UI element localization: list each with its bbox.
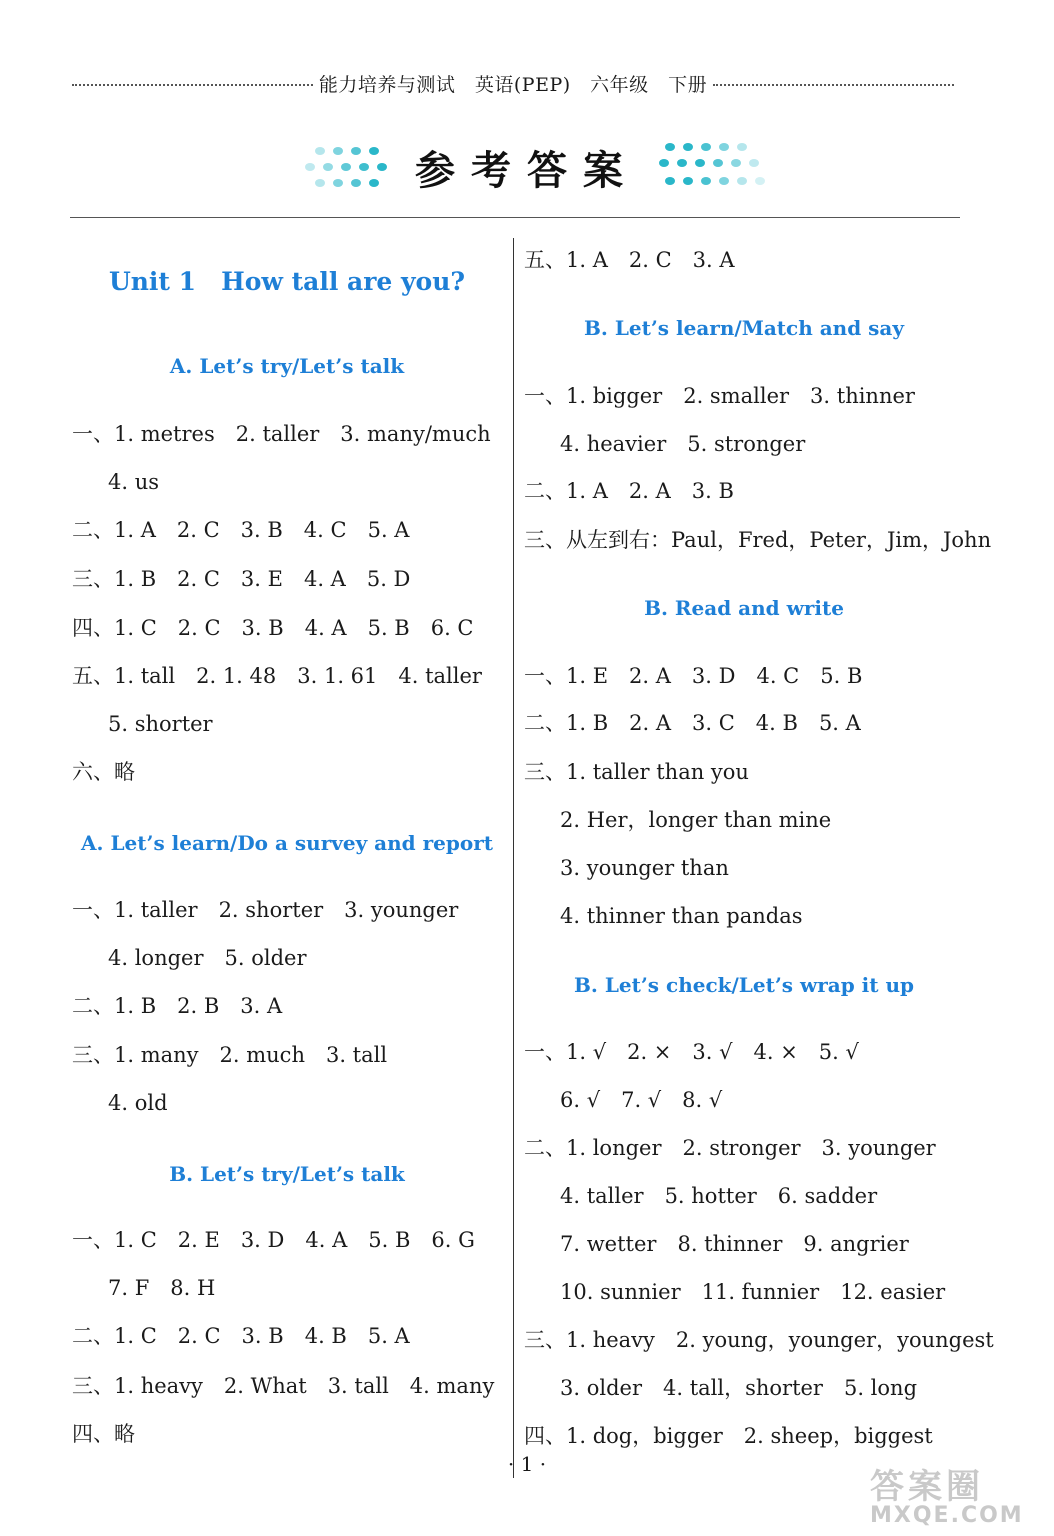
- answer-line: 6. √ 7. √ 8. √: [560, 1088, 723, 1112]
- section-heading: B. Let’s check/Let’s wrap it up: [573, 973, 915, 997]
- answer-line: 三、从左到右：Paul，Fred，Peter，Jim，John: [524, 528, 992, 552]
- answer-line: 三、1. heavy 2. young，younger，youngest: [524, 1328, 994, 1352]
- answer-line: 3. younger than: [560, 856, 729, 880]
- answer-line: 4. longer 5. older: [108, 946, 307, 970]
- answer-line: 三、1. B 2. C 3. E 4. A 5. D: [72, 567, 411, 591]
- decorative-dots-right: [659, 137, 769, 197]
- section-heading: A. Let’s try/Let’s talk: [169, 354, 405, 378]
- answer-line: 4. heavier 5. stronger: [560, 432, 806, 456]
- answer-line: 一、1. E 2. A 3. D 4. C 5. B: [524, 664, 863, 688]
- answer-line: 5. shorter: [108, 712, 213, 736]
- watermark-top-text: 答案圈: [870, 1467, 984, 1507]
- section-heading: B. Read and write: [644, 596, 844, 620]
- answer-line: 10. sunnier 11. funnier 12. easier: [560, 1280, 946, 1304]
- section-heading: B. Let’s learn/Match and say: [583, 316, 904, 340]
- watermark-bottom-text: MXQE.COM: [870, 1503, 1024, 1528]
- answer-line: 7. wetter 8. thinner 9. angrier: [560, 1232, 909, 1256]
- answer-line: 3. older 4. tall，shorter 5. long: [560, 1376, 918, 1400]
- unit-title: Unit 1 How tall are you?: [108, 267, 466, 296]
- answer-line: 四、略: [72, 1422, 135, 1446]
- running-header: [72, 68, 954, 98]
- answer-line: 二、1. A 2. A 3. B: [524, 479, 734, 503]
- answer-line: 一、1. taller 2. shorter 3. younger: [72, 898, 459, 922]
- header-dotted-line-right: [713, 84, 954, 86]
- answer-line: 一、1. √ 2. × 3. √ 4. × 5. √: [524, 1040, 859, 1064]
- answer-line: 一、1. bigger 2. smaller 3. thinner: [524, 384, 915, 408]
- answer-line: 4. taller 5. hotter 6. sadder: [560, 1184, 878, 1208]
- answer-line: 四、1. C 2. C 3. B 4. A 5. B 6. C: [72, 616, 474, 640]
- title-rule: [70, 217, 960, 218]
- title-banner: [0, 132, 1054, 202]
- answer-line: 六、略: [72, 760, 135, 784]
- answer-line: 二、1. A 2. C 3. B 4. C 5. A: [72, 518, 410, 542]
- page-number: · 1 ·: [507, 1452, 547, 1476]
- answer-line: 7. F 8. H: [108, 1276, 216, 1300]
- answer-line: 三、1. many 2. much 3. tall: [72, 1043, 388, 1067]
- answer-line: 三、1. heavy 2. What 3. tall 4. many: [72, 1374, 495, 1398]
- answer-line: 4. thinner than pandas: [560, 904, 803, 928]
- answer-line: 四、1. dog，bigger 2. sheep，biggest: [524, 1424, 933, 1448]
- answer-line: 4. us: [108, 470, 160, 494]
- decorative-dots-left: [285, 137, 395, 197]
- answer-line: 二、1. B 2. B 3. A: [72, 994, 283, 1018]
- answer-line: 三、1. taller than you: [524, 760, 749, 784]
- answer-line: 一、1. metres 2. taller 3. many/much: [72, 422, 491, 446]
- section-heading: B. Let’s try/Let’s talk: [169, 1162, 405, 1186]
- answer-line: 二、1. C 2. C 3. B 4. B 5. A: [72, 1324, 410, 1348]
- answer-line: 二、1. longer 2. stronger 3. younger: [524, 1136, 936, 1160]
- answer-line: 二、1. B 2. A 3. C 4. B 5. A: [524, 711, 861, 735]
- answer-line: 4. old: [108, 1091, 168, 1115]
- answer-line: 2. Her，longer than mine: [560, 808, 832, 832]
- column-divider: [513, 238, 514, 1478]
- site-watermark-logo: [870, 1467, 1040, 1530]
- page-title: 参考答案: [415, 146, 639, 194]
- section-heading: A. Let’s learn/Do a survey and report: [81, 831, 493, 855]
- answer-line: 五、1. A 2. C 3. A: [524, 248, 735, 272]
- answer-line: 五、1. tall 2. 1. 48 3. 1. 61 4. taller: [72, 664, 482, 688]
- header-text: 能力培养与测试 英语(PEP) 六年级 下册: [318, 73, 708, 96]
- answer-line: 一、1. C 2. E 3. D 4. A 5. B 6. G: [72, 1228, 475, 1252]
- header-dotted-line-left: [72, 84, 313, 86]
